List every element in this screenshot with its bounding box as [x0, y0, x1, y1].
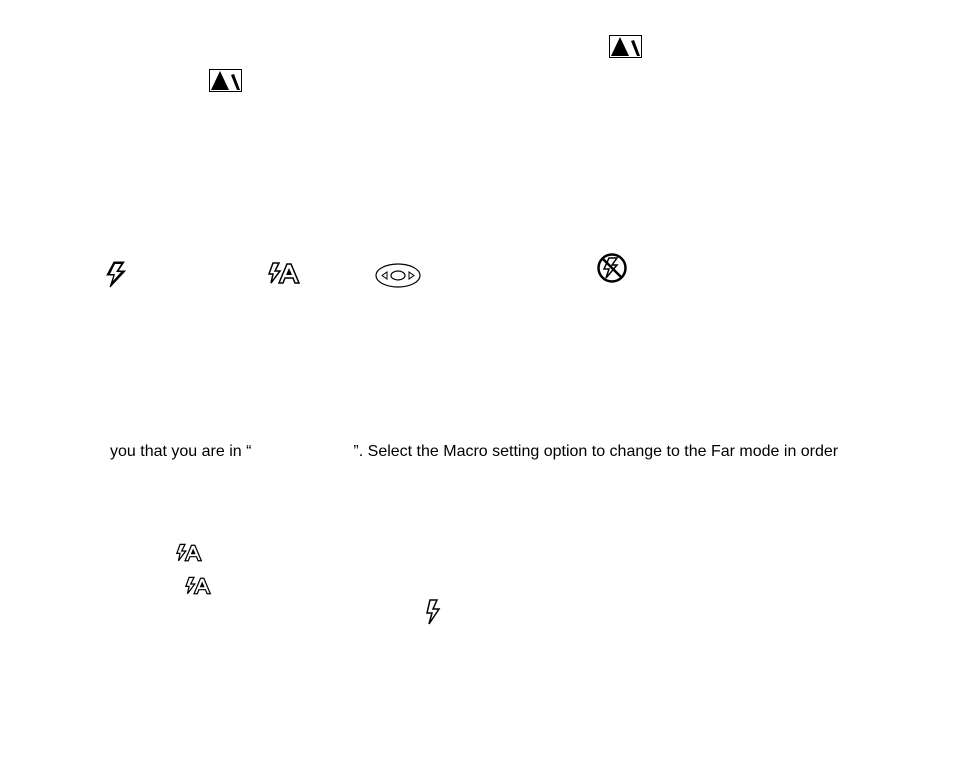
macro-instruction-line	[110, 442, 838, 462]
flash-lightning-icon	[104, 261, 128, 288]
flash-auto-icon	[268, 262, 301, 285]
flash-lightning-icon	[426, 599, 442, 625]
flash-auto-icon	[185, 576, 212, 596]
macro-mountain-icon	[209, 69, 242, 92]
flash-auto-icon	[176, 543, 203, 563]
four-way-dpad-icon	[375, 263, 421, 288]
flash-off-icon	[596, 252, 628, 284]
instruction-text-prefix: you that you are in “	[110, 443, 252, 460]
macro-mountain-icon	[609, 35, 642, 58]
instruction-text-suffix: ”. Select the Macro setting option to change to the Far mode in order	[353, 443, 839, 460]
